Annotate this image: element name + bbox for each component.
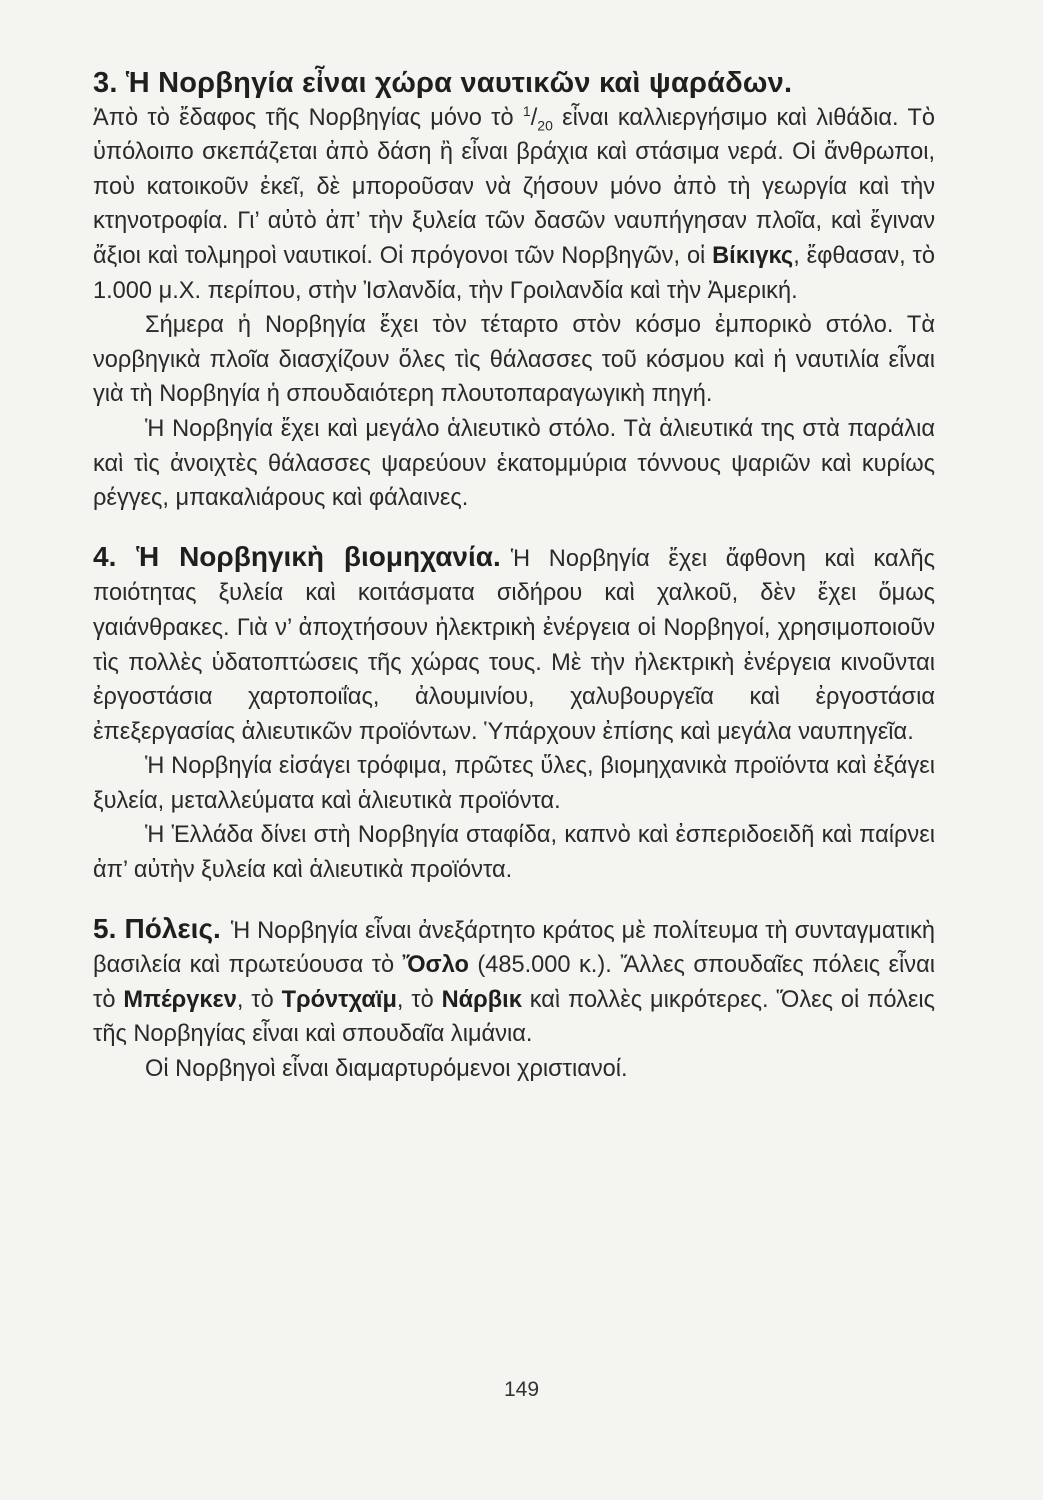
text-run: , τὸ: [396, 986, 442, 1013]
text-run: Ἀπὸ τὸ ἔδαφος τῆς Νορβηγίας μόνο τὸ: [93, 104, 523, 131]
text-run: , τὸ: [236, 986, 282, 1013]
bold-city-bergen: Μπέργκεν: [123, 986, 237, 1013]
text-run: (485.000 κ.). Ἄλλες σπουδαῖες πόλεις εἶναι τὸ: [93, 952, 935, 1013]
bold-city-oslo: Ὄσλο: [402, 952, 469, 979]
section-cities: [93, 912, 935, 1087]
fraction-numerator: 1: [522, 102, 531, 119]
text-run: Ἡ Νορβηγία ἔχει ἄφθονη καὶ καλῆς ποιότητας ξυλεία καὶ κοιτάσματα σιδήρου καὶ χαλκοῦ, δὲν ἔχει ὅμως γαιάνθρακες. Γιὰ ν’ ἀποχτήσουν ἠλεκτρικὴ ἐνέργεια οἱ Νορβηγοί, χρησιμοποιοῦν τὶς πολλὲς ὑδατοπτώσεις τῆς χώρας τους. Μὲ τὴν ἠλεκτρικὴ ἐνέργεια κινοῦνται ἐργοστάσια χαρτοποιΐας, ἀλουμινίου, χαλυβουργεῖα καὶ ἐργοστάσια ἐπεξεργασίας ἁλιευτικῶν προϊόντων. Ὑπάρχουν ἐπίσης καὶ μεγάλα ναυπηγεῖα.: [93, 545, 935, 745]
bold-city-narvik: Νάρβικ: [441, 986, 522, 1013]
paragraph: Σήμερα ἡ Νορβηγία ἔχει τὸν τέταρτο στὸν κόσμο ἐμπορικὸ στόλο. Τὰ νορβηγικὰ πλοῖα διασχίζουν ὅλες τὶς θάλασσες τοῦ κόσμου καὶ ἡ ναυτιλία εἶναι γιὰ τὴ Νορβηγία ἡ σπουδαιότερη πλουτοπαραγωγικὴ πηγή.: [93, 312, 935, 408]
page-number: 149: [503, 1378, 540, 1401]
section-heading: 3. Ἡ Νορβηγία εἶναι χώρα ναυτικῶν καὶ ψαράδων.: [93, 67, 793, 99]
paragraph: [93, 912, 935, 1052]
section-norway-industry: [93, 540, 935, 888]
text-run: , ἔφθασαν, τὸ 1.000 μ.Χ. περίπου, στὴν Ἰσλανδία, τὴν Γροιλανδία καὶ τὴν Ἀμερική.: [93, 242, 935, 304]
section-norway-sailors: [93, 66, 935, 516]
section-heading: 5. Πόλεις.: [93, 912, 221, 944]
paragraph: [93, 540, 935, 750]
fraction-slash: /: [530, 104, 538, 131]
fraction-denominator: 20: [537, 117, 553, 134]
paragraph: Οἱ Νορβηγοὶ εἶναι διαμαρτυρόμενοι χριστιανοί.: [145, 1056, 628, 1083]
paragraph: Ἡ Ἑλλάδα δίνει στὴ Νορβηγία σταφίδα, καπνὸ καὶ ἐσπεριδοειδῆ καὶ παίρνει ἀπ’ αὐτὴν ξυλεία καὶ ἁλιευτικὰ προϊόντα.: [93, 822, 935, 884]
text-run: εἶναι καλλιεργήσιμο καὶ λιθάδια. Τὸ ὑπόλοιπο σκεπάζεται ἀπὸ δάση ἢ εἶναι βράχια καὶ στάσιμα νερά. Οἱ ἄνθρωποι, ποὺ κατοικοῦν ἐκεῖ, δὲ μποροῦσαν νὰ ζήσουν μόνο ἀπὸ τὴ γεωργία καὶ τὴν κτηνοτροφία. Γι’ αὐτὸ ἀπ’ τὴν ξυλεία τῶν δασῶν ναυπήγησαν πλοῖα, καὶ ἔγιναν ἄξιοι καὶ τολμηροὶ ναυτικοί. Οἱ πρόγονοι τῶν Νορβηγῶν, οἱ: [93, 104, 935, 269]
paragraph: [93, 101, 935, 309]
section-heading: 4. Ἡ Νορβηγικὴ βιομηχανία.: [93, 540, 501, 572]
text-run: καὶ πολλὲς μικρότερες. Ὅλες οἱ πόλεις τῆς Νορβηγίας εἶναι καὶ σπουδαῖα λιμάνια.: [93, 986, 936, 1048]
bold-city-trondheim: Τρόντχαϊμ: [281, 986, 397, 1013]
paragraph: Ἡ Νορβηγία ἔχει καὶ μεγάλο ἁλιευτικὸ στόλο. Τὰ ἁλιευτικά της στὰ παράλια καὶ τὶς ἀνοιχτὲς θάλασσες ψαρεύουν ἑκατομμύρια τόννους ψαριῶν καὶ κυρίως ρέγγες, μπακαλιάρους καὶ φάλαινες.: [93, 415, 935, 512]
page-content: [93, 66, 935, 1087]
text-run: Ἡ Νορβηγία εἶναι ἀνεξάρτητο κράτος μὲ πολίτευμα τὴ συνταγματικὴ βασιλεία καὶ πρωτεύουσα τὸ: [93, 917, 935, 979]
bold-term-vikings: Βίκιγκς: [712, 242, 794, 269]
paragraph: Ἡ Νορβηγία εἰσάγει τρόφιμα, πρῶτες ὕλες, βιομηχανικὰ προϊόντα καὶ ἐξάγει ξυλεία, μεταλλεύματα καὶ ἁλιευτικὰ προϊόντα.: [93, 753, 935, 814]
